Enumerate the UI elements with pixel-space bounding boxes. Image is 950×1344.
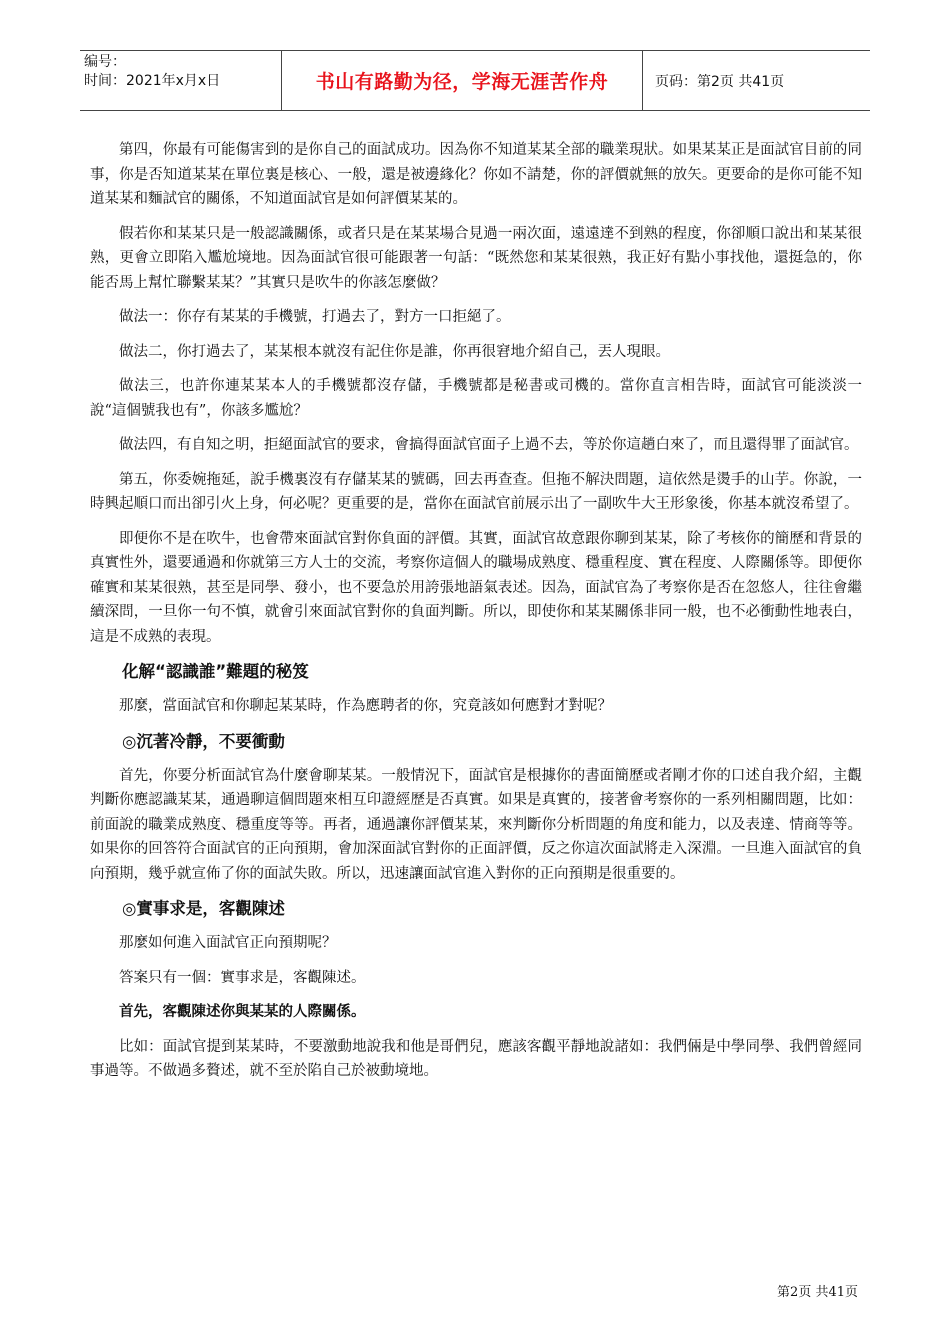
paragraph: 比如：面試官提到某某時，不要激動地說我和他是哥們兒，應該客觀平靜地說諸如：我們倆是中學同學、我們曾經同事過等。不做過多贅述，就不至於陷自己於被動境地。 [90,1038,862,1079]
section-heading: ◎實事求是，客觀陳述 [122,899,285,918]
paragraph: 首先，你要分析面試官為什麼會聊某某。一般情況下，面試官是根據你的書面簡歷或者剛才你的口述自我介紹，主觀判斷你應認識某某，通過聊這個問題來相互印證經歷是否真實。如果是真實的，接著會考察你的一系列相關問題，比如：前面說的職業成熟度、穩重度等等。再者，通過讓你評價某某，來判斷你分析問題的角度和能力，以及表達、情商等等。如果你的回答符合面試官的正向預期，會加深面試官對你的正面評價，反之你這次面試將走入深淵。一旦進入面試官的負向預期，幾乎就宣佈了你的面試失敗。所以，迅速讓面試官進入對你的正向預期是很重要的。 [90,767,862,882]
header-page-label: 页码：第2页 共41页 [655,73,785,90]
header-motto: 书山有路勤为径，学海无涯苦作舟 [282,51,643,110]
header-meta [80,51,282,110]
paragraph: 假若你和某某只是一般認識關係，或者只是在某某場合見過一兩次面，遠遠達不到熟的程度，你卻順口說出和某某很熟，更會立即陷入尷尬境地。因為面試官很可能跟著一句話：“既然您和某某很熟，我正好有點小事找他，還挺急的，你能否馬上幫忙聯繫某某？”其實只是吹牛的你該怎麼做？ [90,225,862,291]
paragraph: 那麼如何進入面試官正向預期呢？ [119,935,337,951]
paragraph: 做法一：你存有某某的手機號，打過去了，對方一口拒絕了。 [119,309,511,325]
number-label: 编号： [84,54,126,70]
bold-paragraph: 首先，客觀陳述你與某某的人際關係。 [119,1004,366,1020]
page-header [80,50,870,111]
paragraph: 做法三，也許你連某某本人的手機號都沒存儲，手機號都是秘書或司機的。當你直言相告時，面試官可能淡淡一說“這個號我也有”，你該多尷尬？ [90,378,862,419]
paragraph: 即便你不是在吹牛，也會帶來面試官對你負面的評價。其實，面試官故意跟你聊到某某，除了考核你的簡歷和背景的真實性外，還要通過和你就第三方人士的交流，考察你這個人的職場成熟度、穩重程度、實在程度、人際關係等。即便你確實和某某很熟，甚至是同學、發小，也不要急於用誇張地語氣表述。因為，面試官為了考察你是否在忽悠人，往往會繼續深問，一旦你一句不慎，就會引來面試官對你的負面判斷。所以，即使你和某某關係非同一般，也不必衝動性地表白，這是不成熟的表現。 [90,530,862,645]
paragraph: 那麼，當面試官和你聊起某某時，作為應聘者的你，究竟該如何應對才對呢？ [119,698,612,714]
document-body [90,138,862,1094]
section-heading: 化解“認識誰”難題的秘笈 [122,662,309,681]
time-label: 时间：2021年x月x日 [84,73,221,89]
paragraph: 做法二，你打過去了，某某根本就沒有記住你是誰，你再很窘地介紹自己，丟人現眼。 [119,343,670,360]
paragraph: 做法四，有自知之明，拒絕面試官的要求，會搞得面試官面子上過不去，等於你這趟白來了，而且還得罪了面試官。 [119,437,859,453]
page-footer: 第2页 共41页 [777,1285,858,1300]
paragraph: 第五，你委婉拖延，說手機裏沒有存儲某某的號碼，回去再查查。但拖不解決問題，這依然是燙手的山芋。你說，一時興起順口而出卻引火上身，何必呢？更重要的是，當你在面試官前展示出了一副吹牛大王形象後，你基本就沒希望了。 [90,471,862,512]
paragraph: 答案只有一個：實事求是，客觀陳述。 [119,969,366,986]
section-heading: ◎沉著冷靜，不要衝動 [122,731,285,751]
paragraph: 第四，你最有可能傷害到的是你自己的面試成功。因為你不知道某某全部的職業現狀。如果某某正是面試官目前的同事，你是否知道某某在單位裏是核心、一般，還是被邊緣化？你如不請楚，你的評價就無的放矢。更要命的是你可能不知道某某和麵試官的關係，不知道面試官是如何評價某某的。 [90,142,862,207]
